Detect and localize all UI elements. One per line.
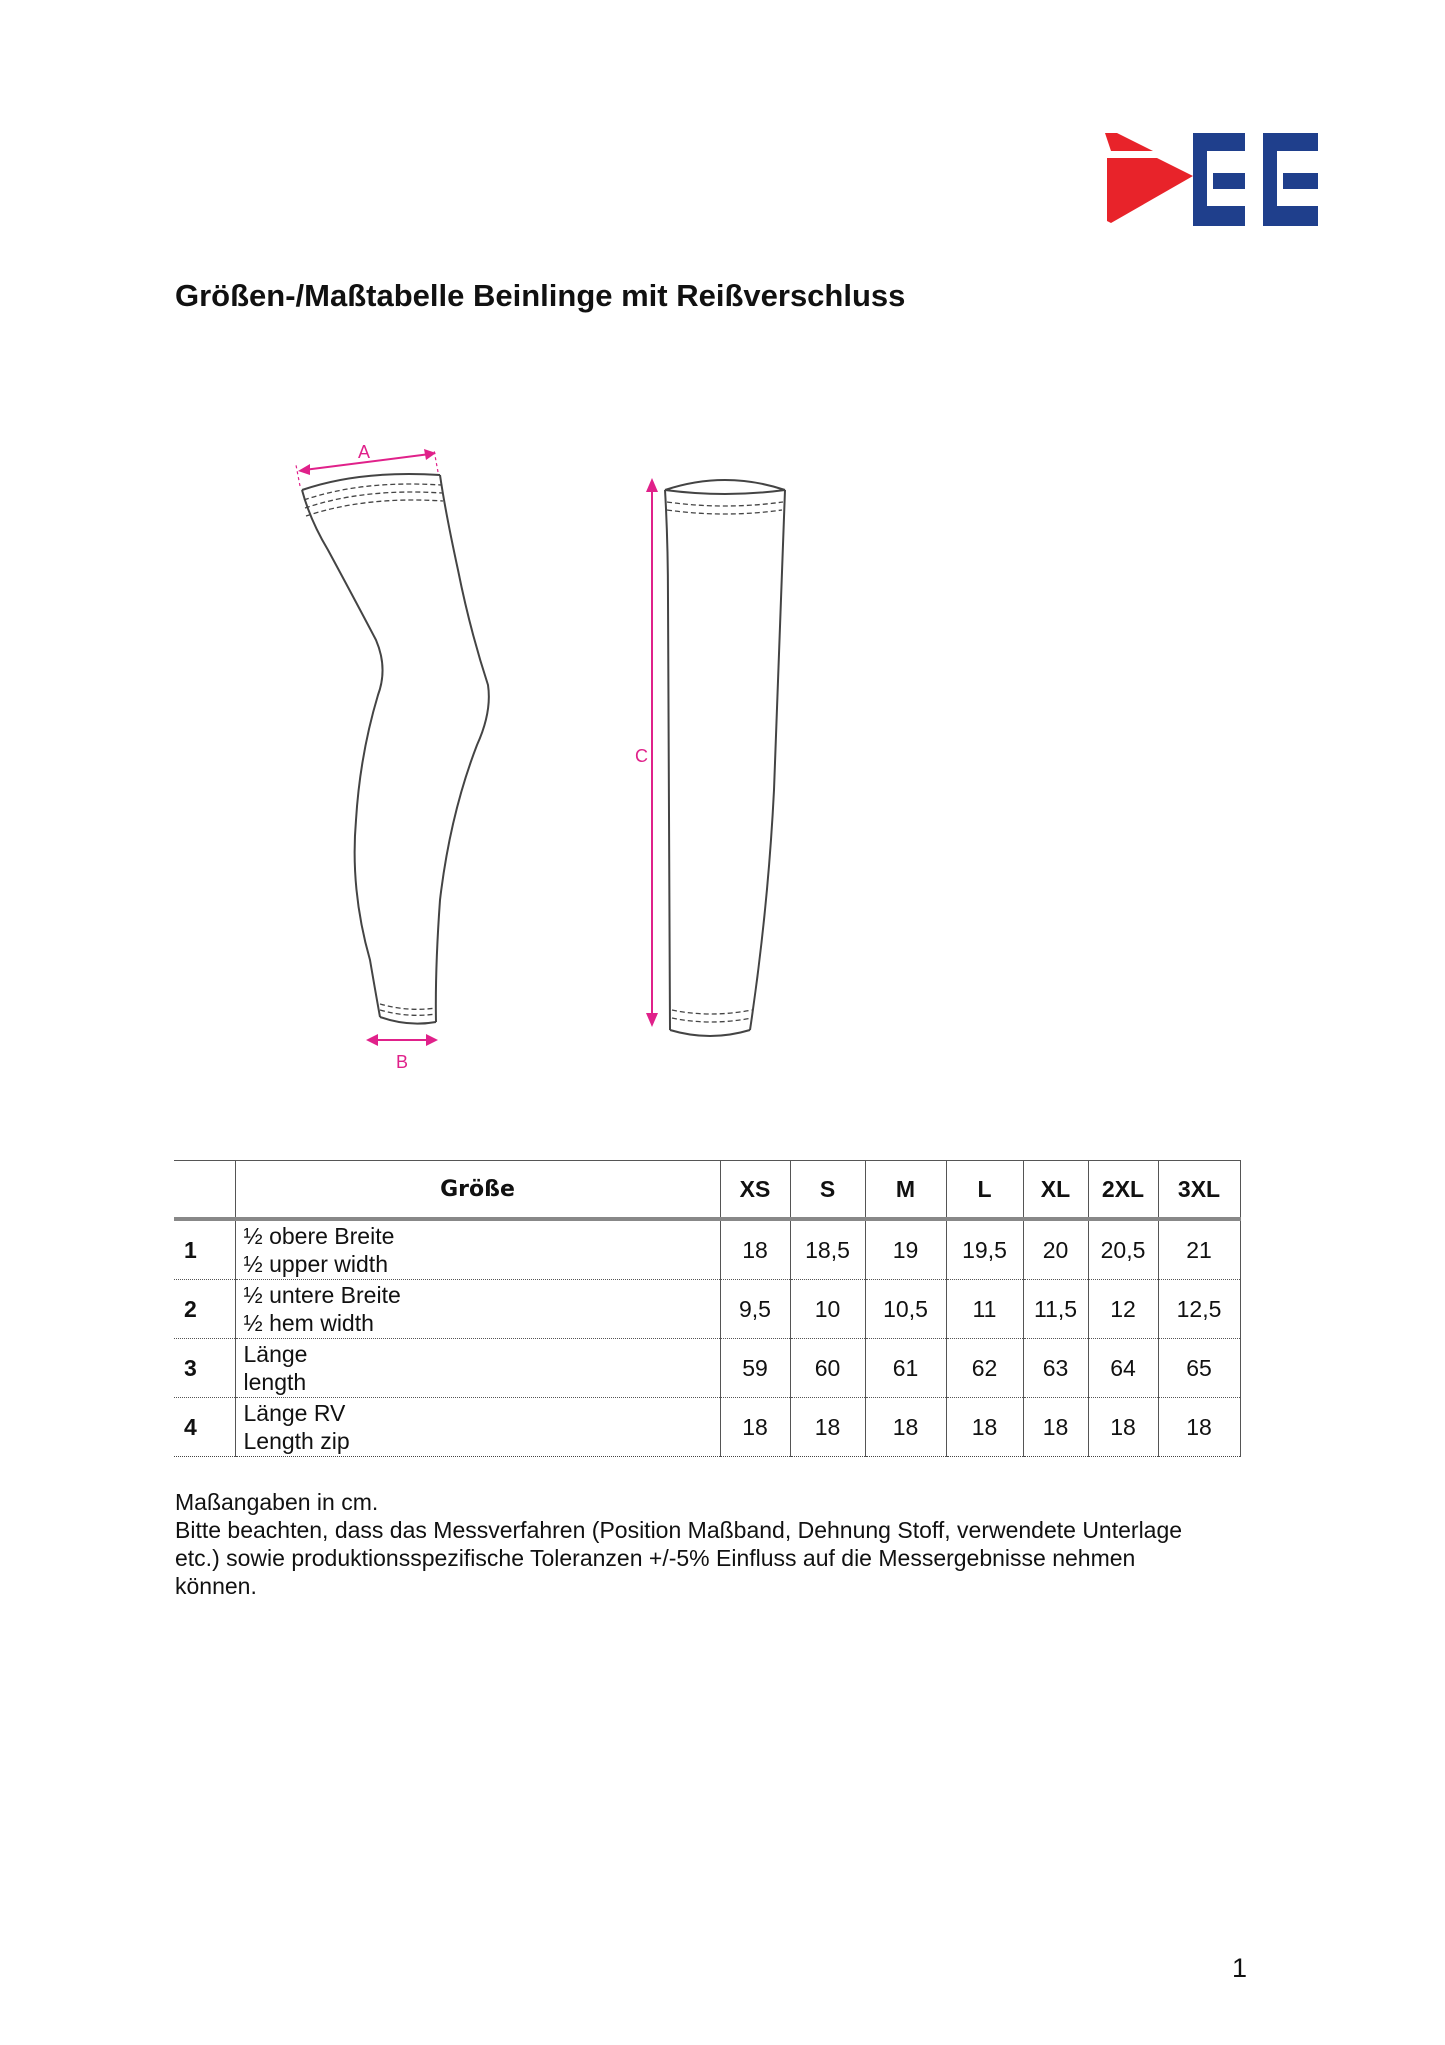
size-table-wrapper — [174, 1160, 1240, 1457]
size-table — [174, 1160, 1241, 1457]
table-cell: 60 — [790, 1339, 865, 1398]
table-cell: 10 — [790, 1280, 865, 1339]
logo-blue-bar-1 — [1193, 133, 1245, 151]
notes-line: etc.) sowie produktionsspezifische Toleranzen +/-5% Einfluss auf die Messergebnisse nehmen — [175, 1545, 1136, 1571]
leg-side-view — [302, 474, 489, 1024]
measure-a-label: A — [358, 442, 371, 462]
table-cell: 10,5 — [865, 1280, 946, 1339]
row-label-en: ½ upper width — [243, 1251, 388, 1277]
leg-warmer-drawing — [280, 430, 820, 1080]
logo-blue-bar-3 — [1193, 206, 1245, 226]
table-cell: 20 — [1023, 1219, 1088, 1280]
table-cell: 11 — [946, 1280, 1023, 1339]
table-cell: 9,5 — [720, 1280, 790, 1339]
logo-blue-bar-4 — [1263, 133, 1318, 151]
row-description — [235, 1398, 720, 1457]
row-description — [235, 1339, 720, 1398]
row-number: 1 — [174, 1219, 235, 1280]
table-cell: 59 — [720, 1339, 790, 1398]
measure-c-label: C — [635, 746, 648, 766]
row-label-en: length — [243, 1369, 307, 1395]
logo-blue-bar-5 — [1283, 173, 1318, 189]
row-description — [235, 1280, 720, 1339]
header-size: XS — [720, 1161, 790, 1220]
table-cell: 18 — [1158, 1398, 1240, 1457]
table-cell: 12,5 — [1158, 1280, 1240, 1339]
table-cell: 21 — [1158, 1219, 1240, 1280]
table-cell: 19 — [865, 1219, 946, 1280]
row-label-en: Length zip — [243, 1428, 350, 1454]
table-cell: 18 — [1088, 1398, 1158, 1457]
logo-blue-bar-2 — [1213, 173, 1245, 189]
table-row — [174, 1280, 1240, 1339]
leg-front-view — [665, 480, 785, 1036]
row-number: 3 — [174, 1339, 235, 1398]
table-row — [174, 1339, 1240, 1398]
table-cell: 64 — [1088, 1339, 1158, 1398]
logo-blue-stem-2 — [1263, 151, 1277, 206]
table-row — [174, 1398, 1240, 1457]
row-label-de: Länge RV — [243, 1400, 346, 1426]
notes-line: können. — [175, 1573, 257, 1599]
table-cell: 65 — [1158, 1339, 1240, 1398]
header-size: XL — [1023, 1161, 1088, 1220]
notes-line: Bitte beachten, dass das Messverfahren (Position Maßband, Dehnung Stoff, verwendete Unterlage — [175, 1517, 1183, 1543]
table-cell: 18 — [720, 1219, 790, 1280]
company-logo — [1105, 133, 1318, 228]
header-size: 3XL — [1158, 1161, 1240, 1220]
table-cell: 18 — [720, 1398, 790, 1457]
page-title: Größen-/Maßtabelle Beinlinge mit Reißverschluss — [175, 278, 906, 313]
table-cell: 62 — [946, 1339, 1023, 1398]
header-size: L — [946, 1161, 1023, 1220]
table-cell: 18 — [865, 1398, 946, 1457]
logo-red-arrow — [1105, 133, 1153, 151]
table-cell: 18 — [946, 1398, 1023, 1457]
table-row — [174, 1219, 1240, 1280]
table-cell: 20,5 — [1088, 1219, 1158, 1280]
table-cell: 18 — [1023, 1398, 1088, 1457]
row-label-en: ½ hem width — [243, 1310, 374, 1336]
row-label-de: ½ obere Breite — [243, 1223, 395, 1249]
table-header-row — [174, 1161, 1240, 1220]
page-number: 1 — [1232, 1953, 1248, 1983]
table-cell: 11,5 — [1023, 1280, 1088, 1339]
header-size: 2XL — [1088, 1161, 1158, 1220]
header-size: M — [865, 1161, 946, 1220]
table-cell: 18,5 — [790, 1219, 865, 1280]
row-label-de: Länge — [243, 1341, 308, 1367]
row-number: 4 — [174, 1398, 235, 1457]
table-cell: 12 — [1088, 1280, 1158, 1339]
table-cell: 18 — [790, 1398, 865, 1457]
row-label-de: ½ untere Breite — [243, 1282, 401, 1308]
table-cell: 61 — [865, 1339, 946, 1398]
logo-blue-bar-6 — [1263, 206, 1318, 226]
notes-line: Maßangaben in cm. — [175, 1489, 379, 1515]
row-description — [235, 1219, 720, 1280]
row-number: 2 — [174, 1280, 235, 1339]
measure-b — [366, 1034, 438, 1046]
measure-b-label: B — [396, 1052, 409, 1072]
header-size: S — [790, 1161, 865, 1220]
table-cell: 19,5 — [946, 1219, 1023, 1280]
header-num — [174, 1161, 235, 1220]
logo-red-play — [1107, 158, 1193, 223]
notes — [175, 1488, 1275, 1600]
logo-blue-stem-1 — [1193, 151, 1207, 206]
header-size-label: Größe — [235, 1161, 720, 1220]
table-cell: 63 — [1023, 1339, 1088, 1398]
